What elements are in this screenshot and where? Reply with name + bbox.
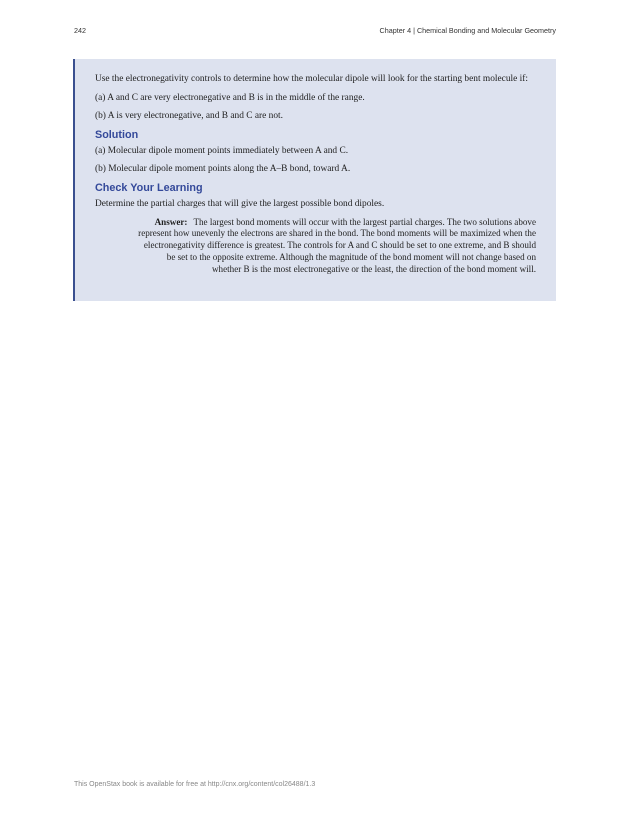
- example-box: [73, 59, 556, 301]
- answer-text: The largest bond moments will occur with the largest partial charges. The two solutions above: [193, 216, 536, 227]
- example-part-b: (b) A is very electronegative, and B and C are not.: [95, 111, 283, 122]
- solution-part-a: (a) Molecular dipole moment points immediately between A and C.: [95, 145, 349, 156]
- answer-line: electronegativity difference is greatest. The controls for A and C should be set to one extreme, and B should: [143, 240, 536, 251]
- answer-line: be set to the opposite extreme. Although the magnitude of the bond moment will not change based on: [166, 252, 536, 263]
- answer-line: [95, 217, 536, 229]
- answer-line: represent how unevenly the electrons are shared in the bond. The bond moments will be maximized when the: [138, 228, 536, 239]
- answer-block: [95, 217, 536, 277]
- check-your-learning-text: Determine the partial charges that will give the largest possible bond dipoles.: [95, 198, 385, 209]
- check-your-learning-heading: Check Your Learning: [95, 181, 203, 194]
- example-intro: Use the electronegativity controls to determine how the molecular dipole will look for the starting bent molecule if:: [95, 74, 528, 84]
- page-number: 242: [74, 26, 86, 35]
- solution-part-b: (b) Molecular dipole moment points along the A–B bond, toward A.: [95, 164, 351, 175]
- page-footer: This OpenStax book is available for free at http://cnx.org/content/col26488/1.3: [74, 781, 316, 788]
- answer-label: Answer:: [154, 216, 188, 227]
- example-part-a: (a) A and C are very electronegative and B is in the middle of the range.: [95, 92, 365, 103]
- chapter-title: Chapter 4 | Chemical Bonding and Molecular Geometry: [379, 26, 556, 35]
- solution-heading: Solution: [95, 128, 139, 141]
- answer-line: whether B is the most electronegative or the least, the direction of the bond moment will.: [211, 264, 536, 275]
